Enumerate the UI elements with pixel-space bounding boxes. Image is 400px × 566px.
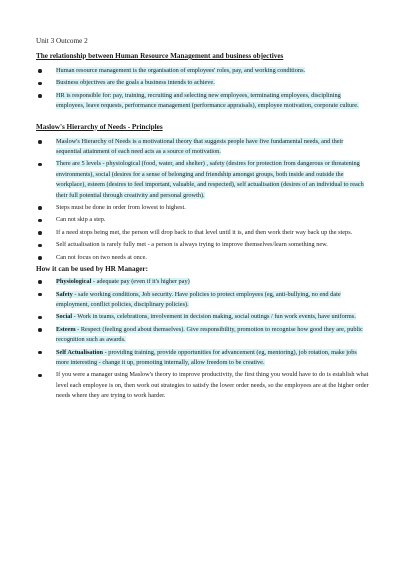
list-item: Self Actualisation - providing training, provide opportunities for advancement (eg, mentoring), job rotation, make jobs more interesting - change it up, promoting internally, allow freedom to be creative. bbox=[36, 348, 370, 369]
list-item: Maslow's Hierarchy of Needs is a motivational theory that suggests people have five fundamental needs, and their sequential attainment of each need acts as a source of motivation. bbox=[36, 137, 370, 158]
list-item: Social - Work in teams, celebrations, involvement in decision making, social outings / fun work events, have uniforms. bbox=[36, 312, 370, 322]
list-item: Business objectives are the goals a business intends to achieve. bbox=[36, 78, 370, 88]
section-heading-maslow: Maslow's Hierarchy of Needs - Principles bbox=[36, 122, 163, 131]
list-item: Self actualisation is rarely fully met - a person is always trying to improve themselves/learn something new. bbox=[36, 240, 370, 250]
list-item: If you were a manager using Maslow's theory to improve productivity, the first thing you would have to do is establish what level each employee is on, then work out strategies to satisfy the lower order needs, so the employees are at the higher order needs where they are trying to work harder. bbox=[36, 370, 370, 401]
list-item: Human resource management is the organisation of employees' roles, pay, and working conditions. bbox=[36, 66, 370, 76]
list-item: Can not focus on two needs at once. bbox=[36, 253, 370, 263]
hr-manager-bullet-list bbox=[36, 277, 370, 401]
section-heading-hr-manager: How it can be used by HR Manager: bbox=[36, 265, 149, 274]
unit-label: Unit 3 Outcome 2 bbox=[36, 37, 88, 45]
section-heading-hrm: The relationship between Human Resource Management and business objectives bbox=[36, 52, 284, 60]
section-spacer bbox=[36, 114, 370, 123]
list-item: If a need stops being met, the person will drop back to that level until it is, and then work their way back up the steps. bbox=[36, 228, 370, 238]
list-item: Esteem - Respect (feeling good about themselves). Give responsibility, promotion to recognise how good they are, public recognition such as awards. bbox=[36, 325, 370, 346]
list-item: Physiological - adequate pay (even if it's higher pay) bbox=[36, 277, 370, 287]
list-item: There are 5 levels - physiological (food, water, and shelter) , safety (desires for protection from dangerous or threatening environments), social (desires for a sense of belonging and friendship amongst groups, both inside and outside the workplace), esteem (desires to feel important, valuable, and respected), self actualisation (desires of an individual to reach their full potential through creativity and personal growth). bbox=[36, 159, 370, 201]
hrm-bullet-list bbox=[36, 66, 370, 112]
maslow-bullet-list bbox=[36, 137, 370, 263]
list-item: HR is responsible for: pay, training, recruiting and selecting new employees, terminating employees, disciplining employees, leave requests, performance management (performance appraisals), employee motivation, corporate culture. bbox=[36, 91, 370, 112]
list-item: Steps must be done in order from lowest to highest. bbox=[36, 203, 370, 213]
list-item: Safety - safe working conditions, Job security. Have policies to protect employees (eg, anti-bullying, no end date employment, conflict policies, disciplinary policies). bbox=[36, 290, 370, 311]
list-item: Can not skip a step. bbox=[36, 215, 370, 225]
